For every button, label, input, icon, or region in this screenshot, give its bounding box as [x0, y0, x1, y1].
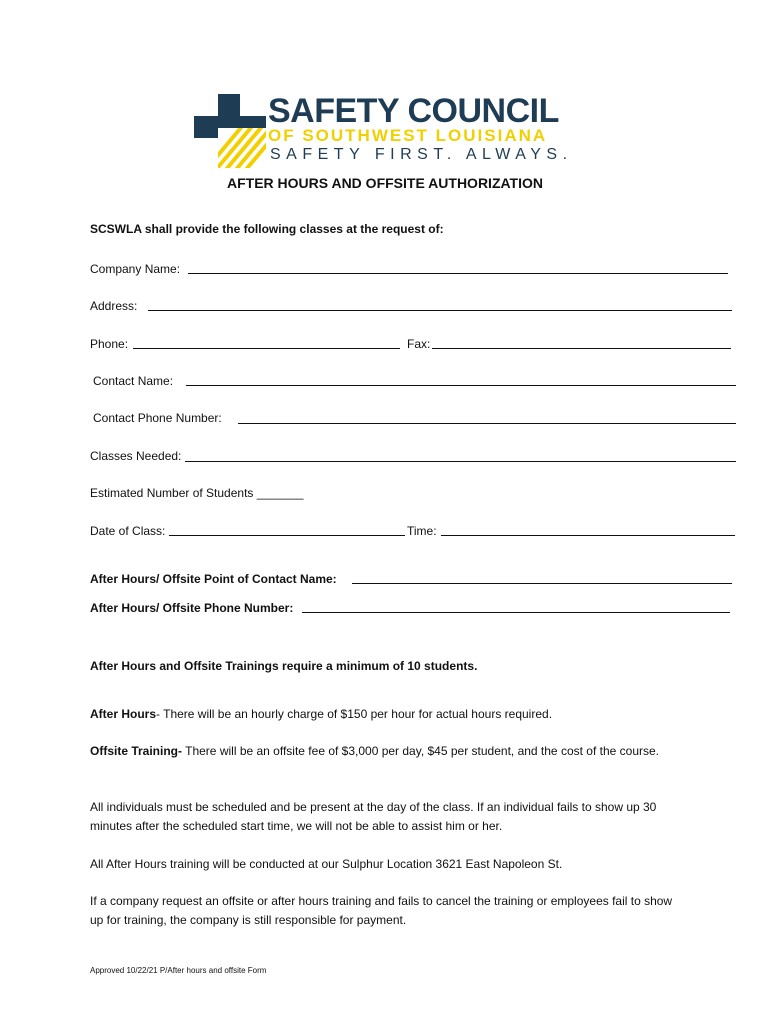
scheduling-note: All individuals must be scheduled and be present at the day of the class. If an individual fails to show up 30 minutes after the scheduled start time, we will not be able to assist him or her.	[90, 800, 657, 833]
offsite-text: There will be an offsite fee of $3,000 per day, $45 per student, and the cost of the course.	[182, 744, 659, 758]
poc-phone-label: After Hours/ Offsite Phone Number:	[90, 601, 294, 615]
fax-field[interactable]	[432, 348, 731, 349]
phone-label: Phone:	[90, 337, 129, 351]
poc-name-field[interactable]	[352, 583, 732, 584]
poc-phone-field[interactable]	[302, 612, 730, 613]
contact-name-label: Contact Name:	[93, 374, 174, 388]
cross-logo-icon	[192, 92, 268, 168]
classes-needed-field[interactable]	[185, 461, 736, 462]
contact-name-field[interactable]	[186, 385, 736, 386]
poc-name-label: After Hours/ Offsite Point of Contact Name:	[90, 572, 337, 586]
phone-field[interactable]	[133, 348, 400, 349]
offsite-note	[90, 742, 660, 761]
page-title: AFTER HOURS AND OFFSITE AUTHORIZATION	[226, 175, 544, 191]
after-hours-label: After Hours	[90, 707, 157, 721]
location-note: All After Hours training will be conducted at our Sulphur Location 3621 East Napoleon St.	[90, 857, 563, 871]
time-label: Time:	[407, 524, 437, 538]
company-name-label: Company Name:	[90, 262, 181, 276]
logo-title: SAFETY COUNCIL	[268, 92, 559, 130]
cancellation-note: If a company request an offsite or after hours training and fails to cancel the training or employees fail to show up for training, the company is still responsible for payment.	[90, 894, 673, 927]
minimum-students-note: After Hours and Offsite Trainings require a minimum of 10 students.	[90, 659, 478, 673]
logo-subtitle: OF SOUTHWEST LOUISIANA	[268, 126, 548, 145]
date-label: Date of Class:	[90, 524, 166, 538]
address-field[interactable]	[148, 310, 732, 311]
time-field[interactable]	[441, 535, 735, 536]
logo-tagline: SAFETY FIRST. ALWAYS.	[270, 146, 573, 163]
intro-text: SCSWLA shall provide the following classes at the request of:	[90, 222, 444, 236]
fax-label: Fax:	[407, 337, 431, 351]
classes-needed-label: Classes Needed:	[90, 449, 182, 463]
estimated-students-field[interactable]: Estimated Number of Students _______	[90, 486, 304, 500]
after-hours-text: - There will be an hourly charge of $150 per hour for actual hours required.	[156, 707, 553, 721]
footer-text: Approved 10/22/21 P/After hours and offsite Form	[90, 966, 267, 975]
after-hours-note	[90, 705, 690, 724]
offsite-label: Offsite Training-	[90, 744, 183, 758]
contact-phone-field[interactable]	[238, 423, 736, 424]
company-name-field[interactable]	[188, 273, 728, 274]
contact-phone-label: Contact Phone Number:	[93, 411, 222, 425]
logo	[192, 92, 582, 172]
date-field[interactable]	[169, 535, 405, 536]
address-label: Address:	[90, 299, 138, 313]
